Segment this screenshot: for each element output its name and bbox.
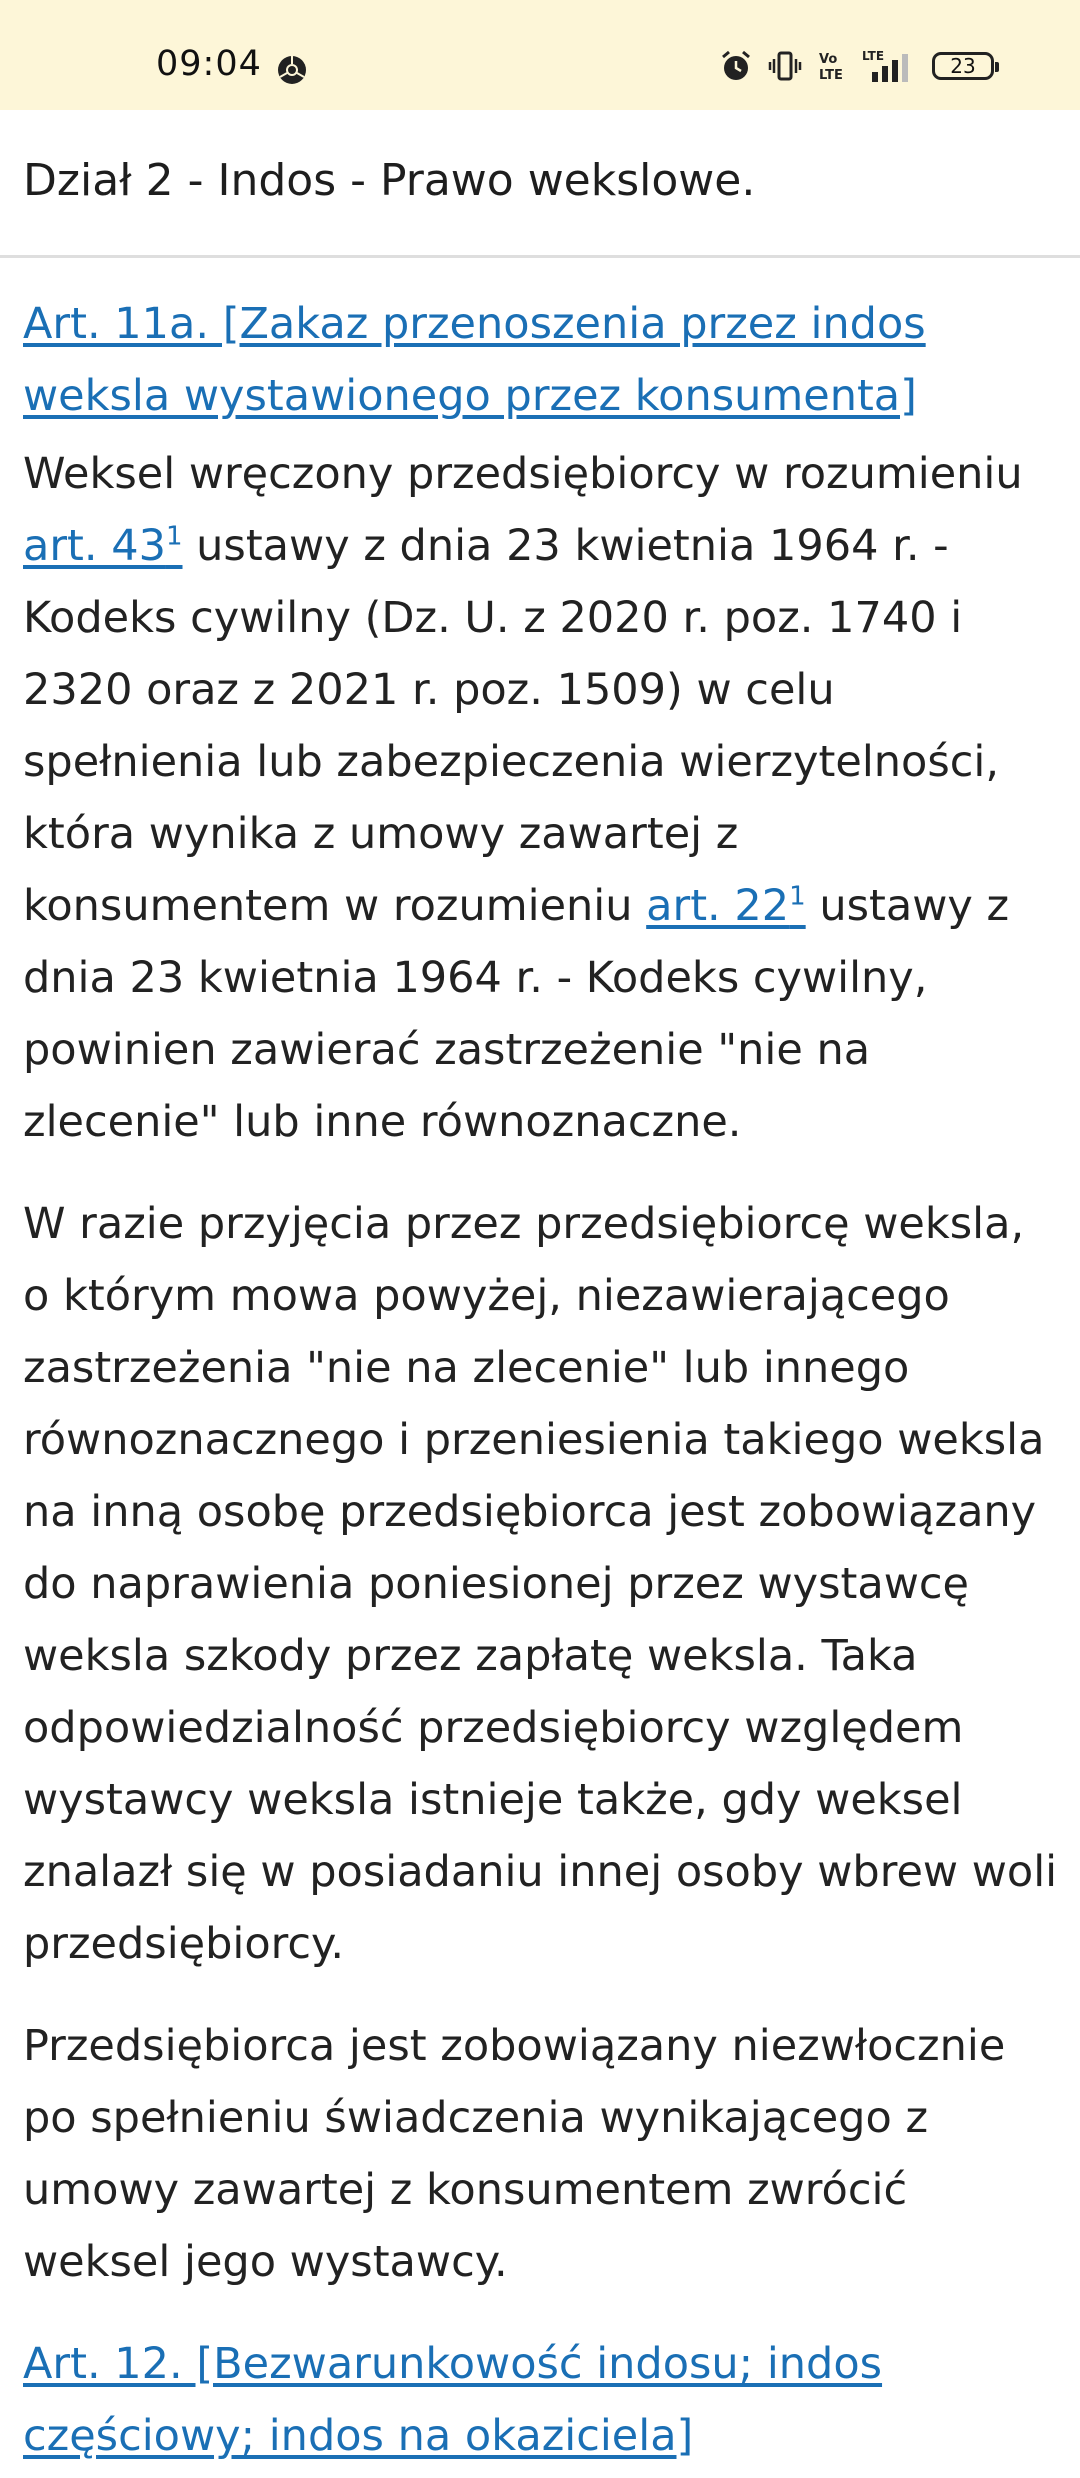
article-content [23,288,1059,2478]
alarm-icon [718,48,754,84]
article-11a-heading-link[interactable] [23,288,1059,432]
chrome-icon [276,54,308,90]
svg-text:LTE: LTE [862,49,885,63]
article-12-heading-line2: częściowy; indos na okaziciela] [23,2411,694,2461]
link-text: art. 22 [646,881,790,931]
paragraph-text: ustawy z dnia 23 kwietnia 1964 r. - Kodeks cywilny, powinien zawierać zastrzeżenie "nie na zlecenie" lub inne równoznaczne. [23,881,1010,1147]
article-11a-paragraph-3: Przedsiębiorca jest zobowiązany niezwłocznie po spełnieniu świadczenia wynikającego z umowy zawartej z konsumentem zwrócić weksel jego wystawcy. [23,2021,1006,2287]
battery-level: 23 [932,52,994,80]
article-11a-heading-line2: weksla wystawionego przez konsumenta] [23,371,917,421]
vibrate-icon [768,49,802,83]
svg-text:Vo: Vo [819,52,838,67]
status-bar [0,0,1080,110]
article-11a-heading-line1: Art. 11a. [Zakaz przenoszenia przez indos [23,299,926,349]
volte-icon [816,49,846,83]
article-11a-paragraph-1 [23,438,1059,1158]
link-art-43-1[interactable] [23,521,183,571]
link-superscript: 1 [165,521,183,552]
page-title: Dział 2 - Indos - Prawo wekslowe. [23,155,756,206]
status-icons [704,48,994,84]
status-time: 09:04 [156,44,262,84]
lte-signal-icon [860,48,918,84]
article-12-heading-line1: Art. 12. [Bezwarunkowość indosu; indos [23,2339,883,2389]
paragraph-text: ustawy z dnia 23 kwietnia 1964 r. - Kodeks cywilny (Dz. U. z 2020 r. poz. 1740 i 2320 oraz z 2021 r. poz. 1509) w celu spełnienia lub zabezpieczenia wierzytelności, która wynika z umowy zawartej z konsumentem w rozumieniu [23,521,999,931]
paragraph-text: Weksel wręczony przedsiębiorcy w rozumieniu [23,449,1023,499]
battery-icon [932,52,994,80]
article-12-heading-link[interactable] [23,2328,1059,2472]
article-11a-paragraph-2: W razie przyjęcia przez przedsiębiorcę weksla, o którym mowa powyżej, niezawierającego zastrzeżenia "nie na zlecenie" lub innego równoznacznego i przeniesienia takiego weksla na inną osobę przedsiębiorca jest zobowiązany do naprawienia poniesionej przez wystawcę weksla szkody przez zapłatę weksla. Taka odpowiedzialność przedsiębiorcy względem wystawcy weksla istnieje także, gdy weksel znalazł się w posiadaniu innej osoby wbrew woli przedsiębiorcy. [23,1199,1058,1969]
link-text: art. 43 [23,521,166,571]
link-art-22-1[interactable] [646,881,806,931]
page-header [0,110,1080,258]
svg-text:LTE: LTE [819,68,843,83]
link-superscript: 1 [789,881,806,912]
